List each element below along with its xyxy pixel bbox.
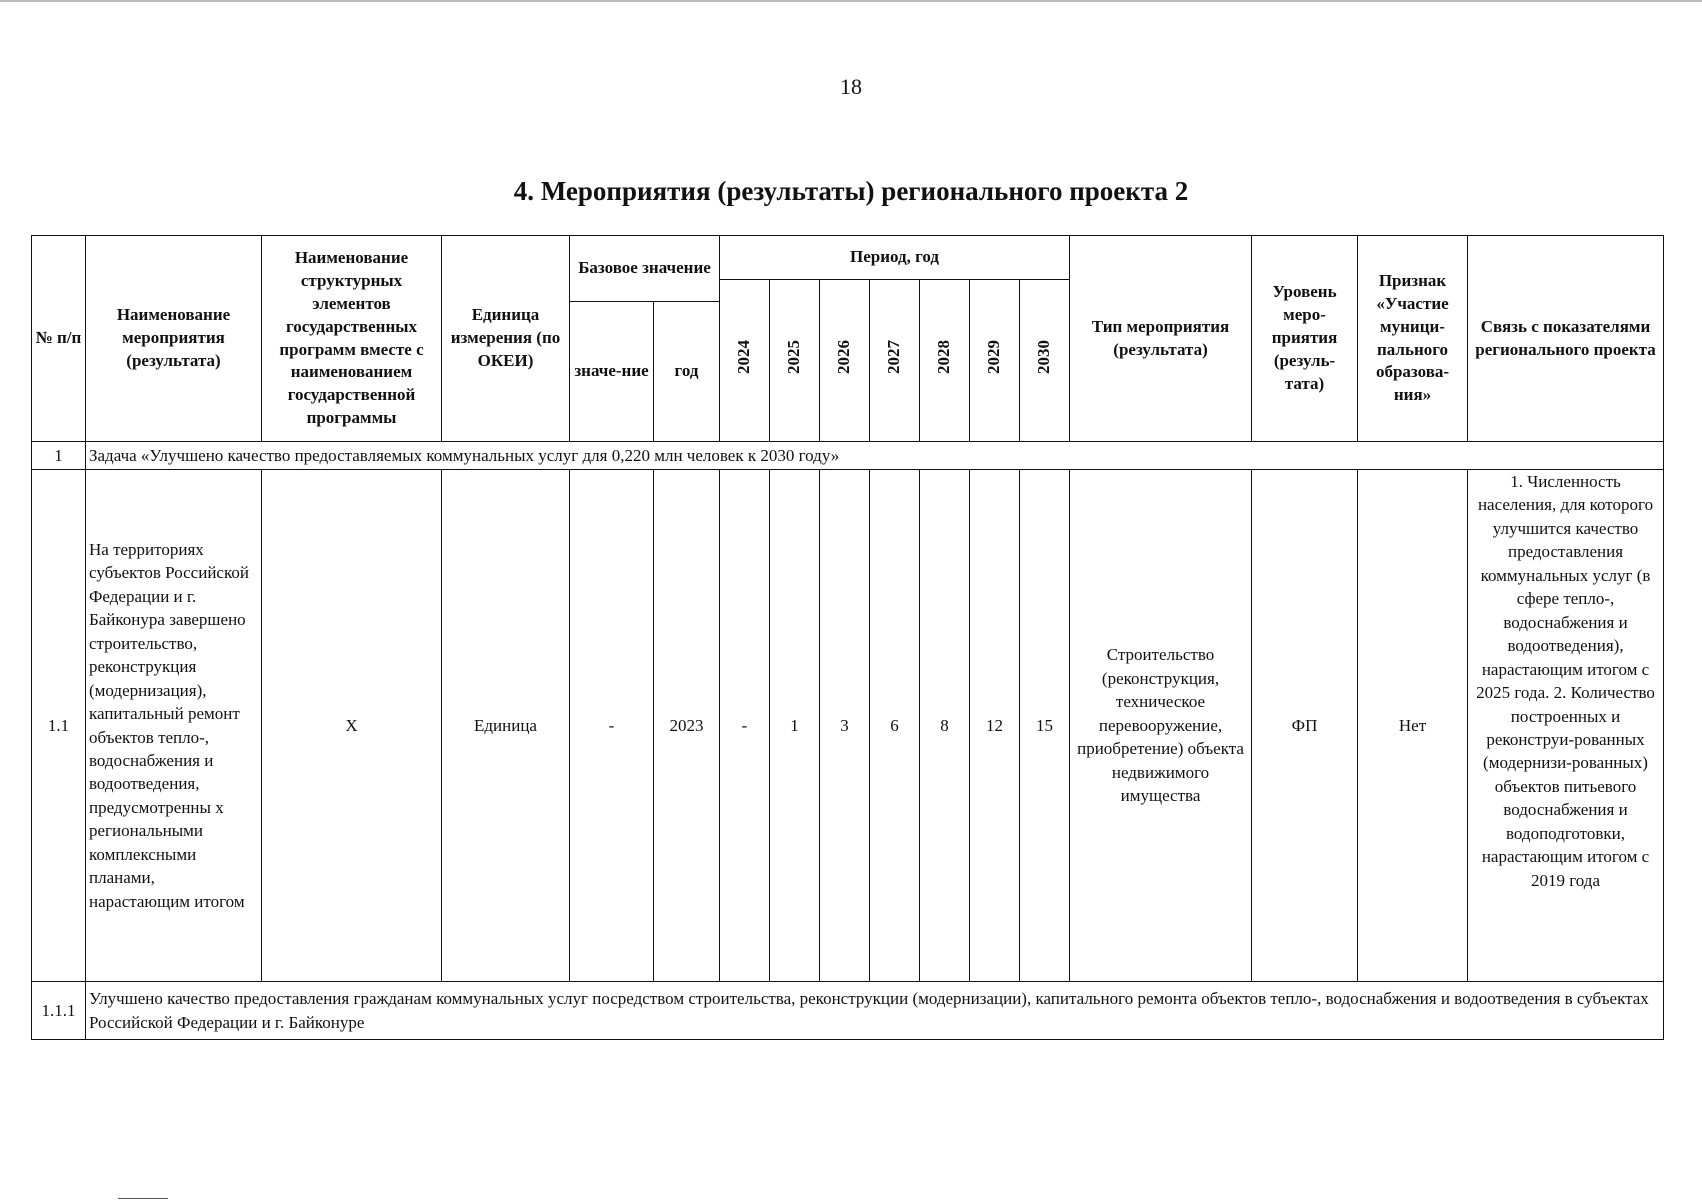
item-value-2029: 12 (970, 470, 1020, 982)
header-structural: Наименование структурных элементов государственных программ вместе с наименованием государственной программы (262, 236, 442, 442)
header-year-2028: 2028 (920, 280, 970, 442)
item-value-2030: 15 (1020, 470, 1070, 982)
footer-rule (118, 1198, 168, 1199)
item-value-2026: 3 (820, 470, 870, 982)
item-unit: Единица (442, 470, 570, 982)
header-base: Базовое значение (570, 236, 720, 302)
item-base-year: 2023 (654, 470, 720, 982)
subitem-text: Улучшено качество предоставления гражданам коммунальных услуг посредством строительства, реконструкции (модернизации), капитального ремонта объектов тепло-, водоснабжения и водоотведения в субъектах Российской Федерации и г. Байконуре (86, 982, 1664, 1040)
item-municipal: Нет (1358, 470, 1468, 982)
header-year-2030: 2030 (1020, 280, 1070, 442)
header-type: Тип мероприятия (результата) (1070, 236, 1252, 442)
header-base-value: значе-ние (570, 302, 654, 442)
item-level: ФП (1252, 470, 1358, 982)
header-base-year: год (654, 302, 720, 442)
header-municipal: Признак «Участие муници-пального образова-ния» (1358, 236, 1468, 442)
scan-edge-line (0, 0, 1702, 2)
header-name: Наименование мероприятия (результата) (86, 236, 262, 442)
item-structural: Х (262, 470, 442, 982)
task-text: Задача «Улучшено качество предоставляемых коммунальных услуг для 0,220 млн человек к 2030 году» (86, 442, 1664, 470)
header-year-2027: 2027 (870, 280, 920, 442)
header-num: № п/п (32, 236, 86, 442)
table-row-subitem (32, 982, 1664, 1040)
header-period: Период, год (720, 236, 1070, 280)
item-value-2025: 1 (770, 470, 820, 982)
item-link: 1. Численность населения, для которого улучшится качество предоставления коммунальных услуг (в сфере тепло-, водоснабжения и водоотведения), нарастающим итогом с 2025 года. 2. Количество построенных и реконструи-рованных (модернизи-рованных) объектов питьевого водоснабжения и водоподготовки, нарастающим итогом с 2019 года (1468, 470, 1664, 982)
section-title: 4. Мероприятия (результаты) регионального проекта 2 (513, 176, 1189, 206)
header-level: Уровень меро-приятия (резуль-тата) (1252, 236, 1358, 442)
item-value-2027: 6 (870, 470, 920, 982)
header-year-2024: 2024 (720, 280, 770, 442)
header-year-2029: 2029 (970, 280, 1020, 442)
header-year-2025: 2025 (770, 280, 820, 442)
subitem-num: 1.1.1 (32, 982, 86, 1040)
header-unit: Единица измерения (по ОКЕИ) (442, 236, 570, 442)
item-base-value: - (570, 470, 654, 982)
table-row-item (32, 470, 1664, 982)
item-type: Строительство (реконструкция, техническое перевооружение, приобретение) объекта недвижимого имущества (1070, 470, 1252, 982)
header-link: Связь с показателями регионального проекта (1468, 236, 1664, 442)
item-value-2028: 8 (920, 470, 970, 982)
page-number: 18 (840, 74, 862, 99)
item-value-2024: - (720, 470, 770, 982)
item-name: На территориях субъектов Российской Федерации и г. Байконура завершено строительство, реконструкция (модернизация), капитальный ремонт объектов тепло-, водоснабжения и водоотведения, предусмотренны х региональными комплексными планами, нарастающим итогом (86, 470, 262, 982)
results-table (31, 235, 1664, 1040)
item-num: 1.1 (32, 470, 86, 982)
header-year-2026: 2026 (820, 280, 870, 442)
task-num: 1 (32, 442, 86, 470)
table-row-task (32, 442, 1664, 470)
